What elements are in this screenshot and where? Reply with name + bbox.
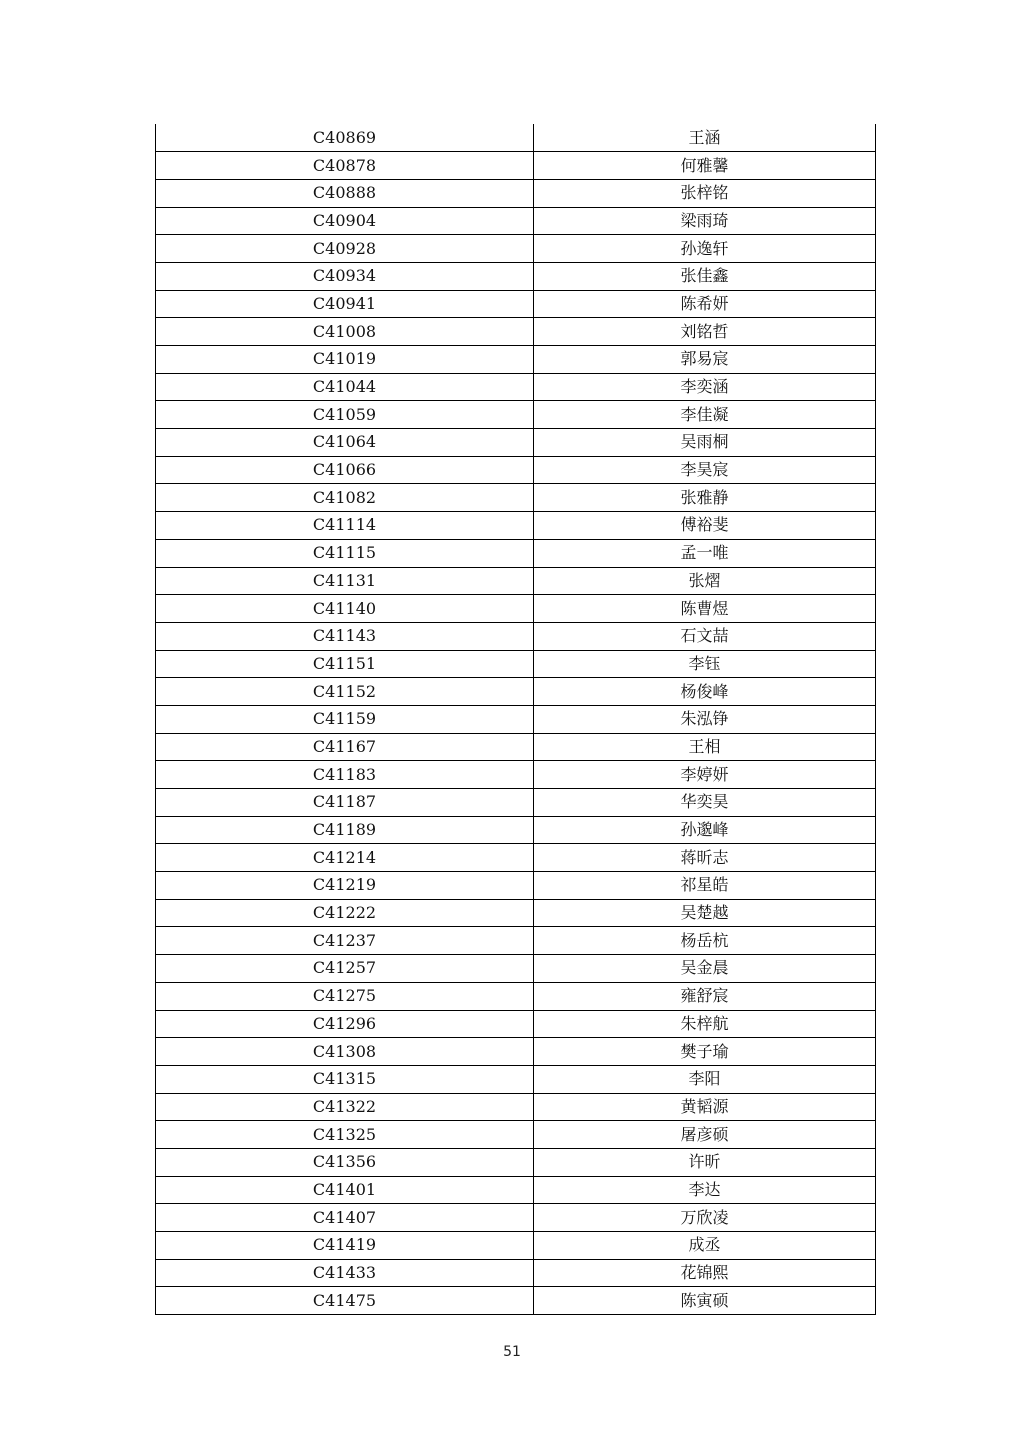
candidate-id-cell: C41419	[156, 1232, 534, 1260]
candidate-id-cell: C40928	[156, 235, 534, 263]
candidate-id-cell: C41115	[156, 539, 534, 567]
candidate-id-cell: C41222	[156, 899, 534, 927]
candidate-name-cell: 李昊宸	[534, 456, 876, 484]
candidate-name-cell: 屠彦硕	[534, 1121, 876, 1149]
table-row	[156, 927, 876, 955]
candidate-name-cell: 张梓铭	[534, 179, 876, 207]
candidate-id-cell: C41140	[156, 595, 534, 623]
candidate-name-cell: 朱泓铮	[534, 705, 876, 733]
candidate-id-cell: C41008	[156, 318, 534, 346]
candidate-id-cell: C41356	[156, 1148, 534, 1176]
table-row	[156, 622, 876, 650]
candidate-id-cell: C41187	[156, 789, 534, 817]
candidate-id-cell: C41322	[156, 1093, 534, 1121]
table-row	[156, 650, 876, 678]
candidate-name-cell: 樊子瑜	[534, 1038, 876, 1066]
table-row	[156, 401, 876, 429]
candidate-name-cell: 孙邈峰	[534, 816, 876, 844]
candidate-name-cell: 郭易宸	[534, 346, 876, 374]
candidate-name-cell: 雍舒宸	[534, 982, 876, 1010]
table-row	[156, 179, 876, 207]
table-row	[156, 373, 876, 401]
candidate-name-cell: 黄韬源	[534, 1093, 876, 1121]
candidate-name-cell: 杨岳杭	[534, 927, 876, 955]
candidate-id-cell: C41131	[156, 567, 534, 595]
table-row	[156, 1093, 876, 1121]
candidate-id-cell: C40941	[156, 290, 534, 318]
candidate-name-cell: 朱梓航	[534, 1010, 876, 1038]
candidate-name-cell: 孟一唯	[534, 539, 876, 567]
candidate-id-cell: C41064	[156, 429, 534, 457]
table-row	[156, 1232, 876, 1260]
table-row	[156, 1038, 876, 1066]
roster-table-body	[156, 124, 876, 1315]
candidate-name-cell: 李达	[534, 1176, 876, 1204]
candidate-id-cell: C41401	[156, 1176, 534, 1204]
table-row	[156, 346, 876, 374]
roster-table	[155, 124, 876, 1315]
candidate-name-cell: 万欣凌	[534, 1204, 876, 1232]
candidate-id-cell: C41183	[156, 761, 534, 789]
candidate-id-cell: C40934	[156, 262, 534, 290]
table-row	[156, 152, 876, 180]
candidate-id-cell: C41152	[156, 678, 534, 706]
table-row	[156, 872, 876, 900]
candidate-id-cell: C41407	[156, 1204, 534, 1232]
candidate-id-cell: C41275	[156, 982, 534, 1010]
candidate-id-cell: C40888	[156, 179, 534, 207]
table-row	[156, 761, 876, 789]
table-row	[156, 1287, 876, 1315]
table-row	[156, 955, 876, 983]
candidate-id-cell: C40878	[156, 152, 534, 180]
table-row	[156, 844, 876, 872]
candidate-id-cell: C41114	[156, 512, 534, 540]
candidate-name-cell: 何雅馨	[534, 152, 876, 180]
table-row	[156, 1176, 876, 1204]
table-row	[156, 1148, 876, 1176]
candidate-id-cell: C41315	[156, 1065, 534, 1093]
candidate-name-cell: 张佳鑫	[534, 262, 876, 290]
candidate-id-cell: C40904	[156, 207, 534, 235]
candidate-id-cell: C41296	[156, 1010, 534, 1038]
candidate-name-cell: 陈曹煜	[534, 595, 876, 623]
candidate-name-cell: 孙逸轩	[534, 235, 876, 263]
table-row	[156, 1204, 876, 1232]
table-row	[156, 429, 876, 457]
table-row	[156, 318, 876, 346]
candidate-name-cell: 李奕涵	[534, 373, 876, 401]
candidate-name-cell: 祁星皓	[534, 872, 876, 900]
table-row	[156, 124, 876, 152]
candidate-id-cell: C41325	[156, 1121, 534, 1149]
candidate-name-cell: 梁雨琦	[534, 207, 876, 235]
candidate-name-cell: 蒋昕志	[534, 844, 876, 872]
table-row	[156, 982, 876, 1010]
table-row	[156, 1259, 876, 1287]
candidate-id-cell: C41433	[156, 1259, 534, 1287]
table-row	[156, 235, 876, 263]
candidate-name-cell: 许昕	[534, 1148, 876, 1176]
candidate-id-cell: C41019	[156, 346, 534, 374]
table-row	[156, 816, 876, 844]
table-row	[156, 567, 876, 595]
table-row	[156, 789, 876, 817]
table-row	[156, 733, 876, 761]
candidate-id-cell: C41257	[156, 955, 534, 983]
candidate-name-cell: 王相	[534, 733, 876, 761]
candidate-name-cell: 花锦熙	[534, 1259, 876, 1287]
candidate-id-cell: C41308	[156, 1038, 534, 1066]
table-row	[156, 262, 876, 290]
table-row	[156, 290, 876, 318]
candidate-name-cell: 石文喆	[534, 622, 876, 650]
candidate-id-cell: C41189	[156, 816, 534, 844]
candidate-id-cell: C41059	[156, 401, 534, 429]
table-row	[156, 1065, 876, 1093]
candidate-name-cell: 陈希妍	[534, 290, 876, 318]
table-row	[156, 456, 876, 484]
table-row	[156, 484, 876, 512]
candidate-name-cell: 陈寅硕	[534, 1287, 876, 1315]
candidate-name-cell: 刘铭哲	[534, 318, 876, 346]
table-row	[156, 539, 876, 567]
candidate-id-cell: C41219	[156, 872, 534, 900]
candidate-id-cell: C41159	[156, 705, 534, 733]
table-row	[156, 678, 876, 706]
table-row	[156, 595, 876, 623]
candidate-id-cell: C41475	[156, 1287, 534, 1315]
candidate-id-cell: C41044	[156, 373, 534, 401]
table-row	[156, 1010, 876, 1038]
candidate-name-cell: 李佳凝	[534, 401, 876, 429]
table-row	[156, 899, 876, 927]
candidate-name-cell: 傅裕斐	[534, 512, 876, 540]
candidate-name-cell: 张熠	[534, 567, 876, 595]
table-row	[156, 512, 876, 540]
table-row	[156, 207, 876, 235]
candidate-name-cell: 王涵	[534, 124, 876, 152]
candidate-name-cell: 吴楚越	[534, 899, 876, 927]
candidate-id-cell: C41082	[156, 484, 534, 512]
candidate-id-cell: C41214	[156, 844, 534, 872]
candidate-name-cell: 吴雨桐	[534, 429, 876, 457]
candidate-id-cell: C40869	[156, 124, 534, 152]
candidate-name-cell: 吴金晨	[534, 955, 876, 983]
candidate-id-cell: C41237	[156, 927, 534, 955]
candidate-name-cell: 成丞	[534, 1232, 876, 1260]
table-row	[156, 705, 876, 733]
candidate-id-cell: C41143	[156, 622, 534, 650]
candidate-name-cell: 李钰	[534, 650, 876, 678]
candidate-name-cell: 李阳	[534, 1065, 876, 1093]
candidate-id-cell: C41066	[156, 456, 534, 484]
candidate-name-cell: 李婷妍	[534, 761, 876, 789]
table-row	[156, 1121, 876, 1149]
candidate-name-cell: 华奕昊	[534, 789, 876, 817]
page-number: 51	[503, 1344, 521, 1360]
candidate-name-cell: 杨俊峰	[534, 678, 876, 706]
candidate-name-cell: 张雅静	[534, 484, 876, 512]
candidate-id-cell: C41151	[156, 650, 534, 678]
candidate-id-cell: C41167	[156, 733, 534, 761]
